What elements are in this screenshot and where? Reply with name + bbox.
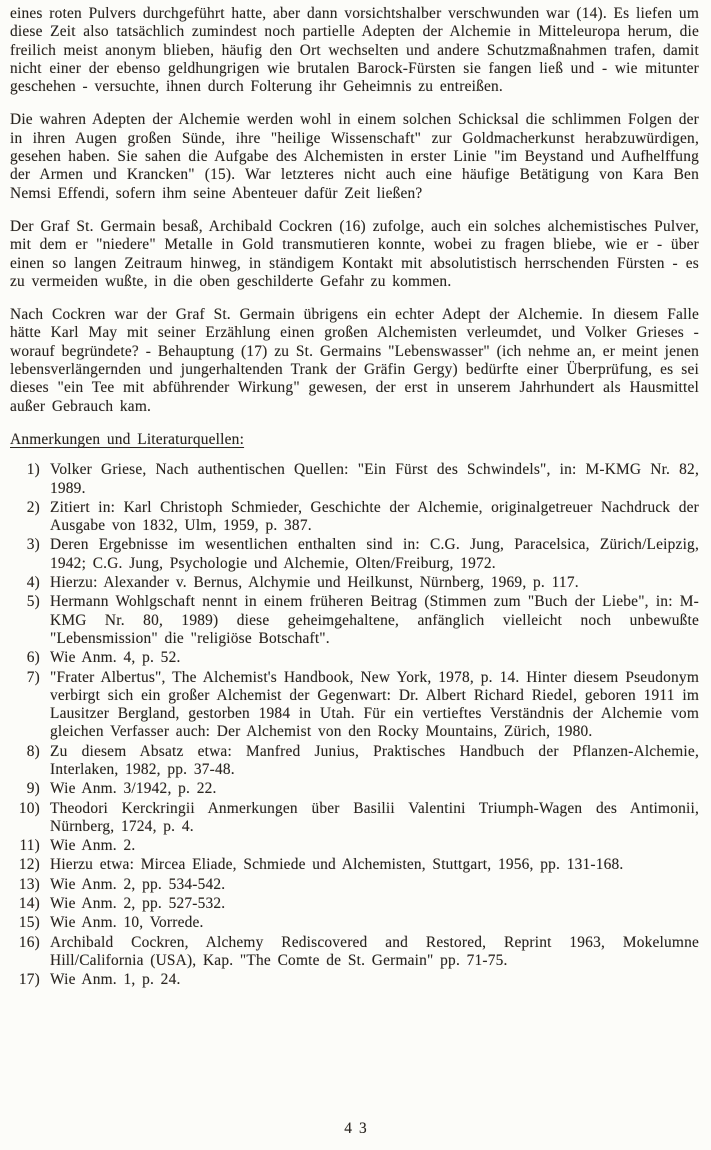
note-item — [10, 743, 699, 780]
note-number: 1) — [26, 461, 40, 479]
note-text: Wie Anm. 2, pp. 527-532. — [50, 895, 226, 913]
note-item — [10, 649, 699, 667]
note-item — [10, 669, 699, 742]
note-text: Zu diesem Absatz etwa: Manfred Junius, Praktisches Handbuch der Pflanzen-Alchemie, Interlaken, 1982, pp. 37-48. — [50, 742, 699, 778]
note-number: 7) — [26, 668, 40, 686]
note-text: Archibald Cockren, Alchemy Rediscovered and Restored, Reprint 1963, Mokelumne Hill/California (USA), Kap. "The Comte de St. Germain" pp. 71-75. — [50, 933, 699, 969]
note-text: Hermann Wohlgschaft nennt in einem früheren Beitrag (Stimmen zum "Buch der Liebe", in: M-KMG Nr. 80, 1989) diese geheimgehaltene, anfänglich vielleicht noch unbewußte "Lebensmission" die "religiöse Botschaft". — [50, 593, 699, 647]
note-number: 11) — [19, 837, 40, 855]
note-text: Deren Ergebnisse im wesentlichen enthalten sind in: C.G. Jung, Paracelsica, Zürich/Leipzig, 1942; C.G. Jung, Psychologie und Alchemie, Olten/Freiburg, 1972. — [50, 536, 699, 572]
note-text: Wie Anm. 2. — [50, 837, 136, 855]
note-number: 4) — [26, 574, 40, 592]
note-text: Wie Anm. 4, p. 52. — [50, 649, 181, 667]
note-item — [10, 856, 699, 874]
note-number: 17) — [18, 971, 40, 989]
note-number: 10) — [18, 799, 40, 817]
note-item — [10, 876, 699, 894]
note-text: Hierzu: Alexander v. Bernus, Alchymie und Heilkunst, Nürnberg, 1969, p. 117. — [50, 574, 579, 592]
note-text: Wie Anm. 3/1942, p. 22. — [50, 780, 217, 798]
note-number: 15) — [18, 914, 40, 932]
note-number: 8) — [26, 742, 40, 760]
note-item — [10, 536, 699, 573]
note-number: 14) — [18, 895, 40, 913]
note-item — [10, 574, 699, 592]
page-number: 43 — [344, 1119, 374, 1137]
body-paragraph: Nach Cockren war der Graf St. Germain übrigens ein echter Adept der Alchemie. In diesem Falle hätte Karl May mit seiner Erzählung einen großen Alchemisten verleumdet, und Volker Grieses - worauf begründete? - Behauptung (17) zu St. Germains "Lebenswasser" (ich nehme an, er meint jenen lebensverlängernden und jungerhaltenden Trank der Gräfin Gergy) bedürfte einer Überprüfung, es sei dieses "ein Tee mit abführender Wirkung" gewesen, der erst in unserem Jahrhundert als Hausmittel außer Gebrauch kam. — [10, 306, 699, 415]
body-paragraph: Der Graf St. Germain besaß, Archibald Cockren (16) zufolge, auch ein solches alchemistisches Pulver, mit dem er "niedere" Metalle in Gold transmutieren konnte, wobei zu fragen bliebe, wie er - über einen so langen Zeitraum hinweg, in ständigem Kontakt mit absolutistisch herrschenden Fürsten - es zu vermeiden wußte, in die oben geschilderte Gefahr zu kommen. — [10, 217, 699, 290]
notes-list — [10, 461, 699, 989]
note-text: Wie Anm. 1, p. 24. — [50, 971, 181, 989]
note-item — [10, 780, 699, 798]
note-number: 5) — [26, 593, 40, 611]
notes-heading: Anmerkungen und Literaturquellen: — [10, 430, 245, 448]
note-text: Wie Anm. 10, Vorrede. — [50, 914, 204, 932]
note-item — [10, 593, 699, 648]
note-number: 16) — [18, 933, 40, 951]
note-text: "Frater Albertus", The Alchemist's Handbook, New York, 1978, p. 14. Hinter diesem Pseudonym verbirgt sich ein großer Alchemist der Gegenwart: Dr. Albert Richard Riedel, geboren 1911 im Lausitzer Bergland, gestorben 1984 in Utah. Für ein vertieftes Verständnis der Alchemie vom gleichen Verfasser auch: Der Alchemist von den Rocky Mountains, Zürich, 1980. — [50, 668, 699, 741]
note-number: 13) — [18, 875, 40, 893]
note-text: Wie Anm. 2, pp. 534-542. — [50, 875, 226, 893]
note-item — [10, 895, 699, 913]
note-number: 6) — [26, 649, 40, 667]
note-item — [10, 971, 699, 989]
note-item — [10, 934, 699, 971]
note-number: 2) — [26, 498, 40, 516]
note-text: Hierzu etwa: Mircea Eliade, Schmiede und Alchemisten, Stuttgart, 1956, pp. 131-168. — [50, 856, 624, 874]
note-number: 9) — [26, 780, 40, 798]
note-number: 12) — [18, 856, 40, 874]
body-paragraph: eines roten Pulvers durchgeführt hatte, aber dann vorsichtshalber verschwunden war (14). Es liefen um diese Zeit also tatsächlich zumindest noch partielle Adepten der Alchemie in Mitteleuropa herum, die freilich meist anonym blieben, häufig den Ort wechselten und andere Schutzmaßnahmen trafen, damit nicht einer der ebenso geldhungrigen wie brutalen Barock-Fürsten sie fangen ließ und - wie mitunter geschehen - versuchte, ihnen durch Folterung ihr Geheimnis zu entreißen. — [10, 5, 699, 96]
body-paragraph: Die wahren Adepten der Alchemie werden wohl in einem solchen Schicksal die schlimmen Folgen der in ihren Augen großen Sünde, ihre "heilige Wissenschaft" zur Goldmacherkunst herabzuwürdigen, gesehen haben. Sie sahen die Aufgabe des Alchemisten in erster Linie "im Beystand und Aufhelffung der Armen und Krancken" (15). War letzteres nicht auch eine häufige Betätigung von Kara Ben Nemsi Effendi, sofern ihm seine Abenteuer dafür Zeit ließen? — [10, 111, 699, 202]
note-number: 3) — [26, 536, 40, 554]
note-text: Volker Griese, Nach authentischen Quellen: "Ein Fürst des Schwindels", in: M-KMG Nr. 82, 1989. — [50, 461, 699, 497]
note-item — [10, 461, 699, 498]
note-item — [10, 800, 699, 837]
note-text: Zitiert in: Karl Christoph Schmieder, Geschichte der Alchemie, originalgetreuer Nachdruck der Ausgabe von 1832, Ulm, 1959, p. 387. — [50, 498, 699, 535]
note-item — [10, 837, 699, 855]
note-item — [10, 499, 699, 536]
note-text: Theodori Kerckringii Anmerkungen über Basilii Valentini Triumph-Wagen des Antimonii, Nürnberg, 1724, p. 4. — [50, 799, 699, 835]
note-item — [10, 914, 699, 932]
